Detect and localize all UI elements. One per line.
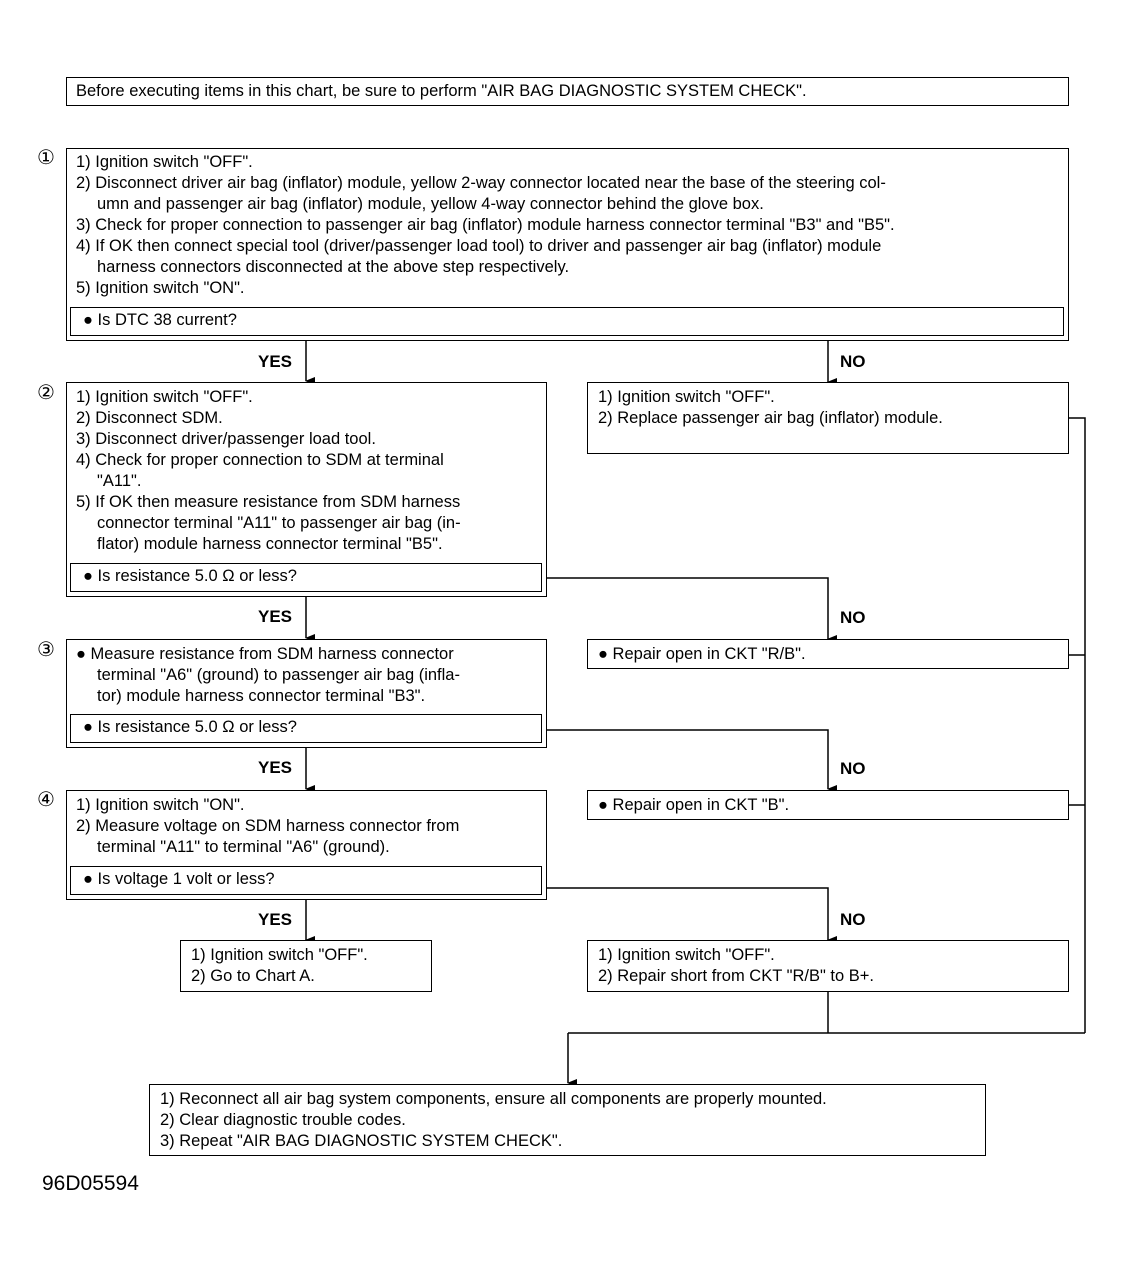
step-1-question: ● Is DTC 38 current? <box>70 307 1064 336</box>
step-1-line: umn and passenger air bag (inflator) module, yellow 4-way connector behind the glove box. <box>97 195 764 213</box>
step-4-box <box>66 790 547 900</box>
step-2-line: connector terminal "A11" to passenger air bag (in- <box>97 514 461 532</box>
step-2-line: "A11". <box>97 472 142 490</box>
result-3-text: ● Repair open in CKT "B". <box>598 796 790 814</box>
step-3-line: ● Measure resistance from SDM harness connector <box>76 645 454 663</box>
result-4-box <box>587 940 1069 992</box>
step-4-no-label: NO <box>840 910 866 929</box>
step-3-line: tor) module harness connector terminal "B3". <box>97 687 426 705</box>
step-3-line: terminal "A6" (ground) to passenger air bag (infla- <box>97 666 460 684</box>
step-2-line: flator) module harness connector terminal "B5". <box>97 535 443 553</box>
result-2-text: ● Repair open in CKT "R/B". <box>598 645 806 663</box>
final-line: 2) Clear diagnostic trouble codes. <box>160 1111 406 1129</box>
step-2-line: 5) If OK then measure resistance from SDM harness <box>76 493 461 511</box>
header-note: Before executing items in this chart, be sure to perform "AIR BAG DIAGNOSTIC SYSTEM CHECK". <box>76 82 807 100</box>
final-line: 1) Reconnect all air bag system components, ensure all components are properly mounted. <box>160 1090 827 1108</box>
step-1-line: 1) Ignition switch "OFF". <box>76 153 253 171</box>
final-box <box>149 1084 986 1156</box>
step-3-box <box>66 639 547 748</box>
result-5-box <box>180 940 432 992</box>
step-2-line: 4) Check for proper connection to SDM at terminal <box>76 451 444 469</box>
result-1-line: 1) Ignition switch "OFF". <box>598 388 775 406</box>
step-3-number: ③ <box>37 639 55 661</box>
step-2-no-label: NO <box>840 608 866 627</box>
step-1-number: ① <box>37 147 55 169</box>
step-4-number: ④ <box>37 789 55 811</box>
step-3-yes-label: YES <box>258 758 293 777</box>
figure-code: 96D05594 <box>42 1172 139 1195</box>
step-1-no-label: NO <box>840 352 866 371</box>
step-4-yes-label: YES <box>258 910 293 929</box>
step-2-line: 3) Disconnect driver/passenger load tool. <box>76 430 376 448</box>
result-1-box <box>587 382 1069 454</box>
step-2-box <box>66 382 547 597</box>
step-4-question: ● Is voltage 1 volt or less? <box>70 866 542 895</box>
result-4-line: 1) Ignition switch "OFF". <box>598 946 775 964</box>
result-1-line: 2) Replace passenger air bag (inflator) module. <box>598 409 943 427</box>
step-1-yes-label: YES <box>258 352 293 371</box>
step-1-line: harness connectors disconnected at the above step respectively. <box>97 258 570 276</box>
result-3-box <box>587 790 1069 820</box>
step-4-line: 1) Ignition switch "ON". <box>76 796 245 814</box>
result-4-line: 2) Repair short from CKT "R/B" to B+. <box>598 967 874 985</box>
step-2-line: 2) Disconnect SDM. <box>76 409 223 427</box>
header-note-box <box>66 77 1069 106</box>
step-2-yes-label: YES <box>258 607 293 626</box>
result-5-line: 1) Ignition switch "OFF". <box>191 946 368 964</box>
step-1-line: 5) Ignition switch "ON". <box>76 279 245 297</box>
step-1-box <box>66 148 1069 341</box>
step-4-line: terminal "A11" to terminal "A6" (ground). <box>97 838 390 856</box>
step-2-line: 1) Ignition switch "OFF". <box>76 388 253 406</box>
step-3-no-label: NO <box>840 759 866 778</box>
step-3-question: ● Is resistance 5.0 Ω or less? <box>70 714 542 743</box>
step-2-question: ● Is resistance 5.0 Ω or less? <box>70 563 542 592</box>
step-1-line: 4) If OK then connect special tool (driver/passenger load tool) to driver and passenger air bag (inflator) module <box>76 237 882 255</box>
step-2-number: ② <box>37 382 55 404</box>
step-1-line: 3) Check for proper connection to passenger air bag (inflator) module harness connector terminal "B3" and "B5". <box>76 216 895 234</box>
result-2-box <box>587 639 1069 669</box>
final-line: 3) Repeat "AIR BAG DIAGNOSTIC SYSTEM CHECK". <box>160 1132 563 1150</box>
step-1-line: 2) Disconnect driver air bag (inflator) module, yellow 2-way connector located near the base of the steering col- <box>76 174 886 192</box>
step-4-line: 2) Measure voltage on SDM harness connector from <box>76 817 460 835</box>
result-5-line: 2) Go to Chart A. <box>191 967 315 985</box>
